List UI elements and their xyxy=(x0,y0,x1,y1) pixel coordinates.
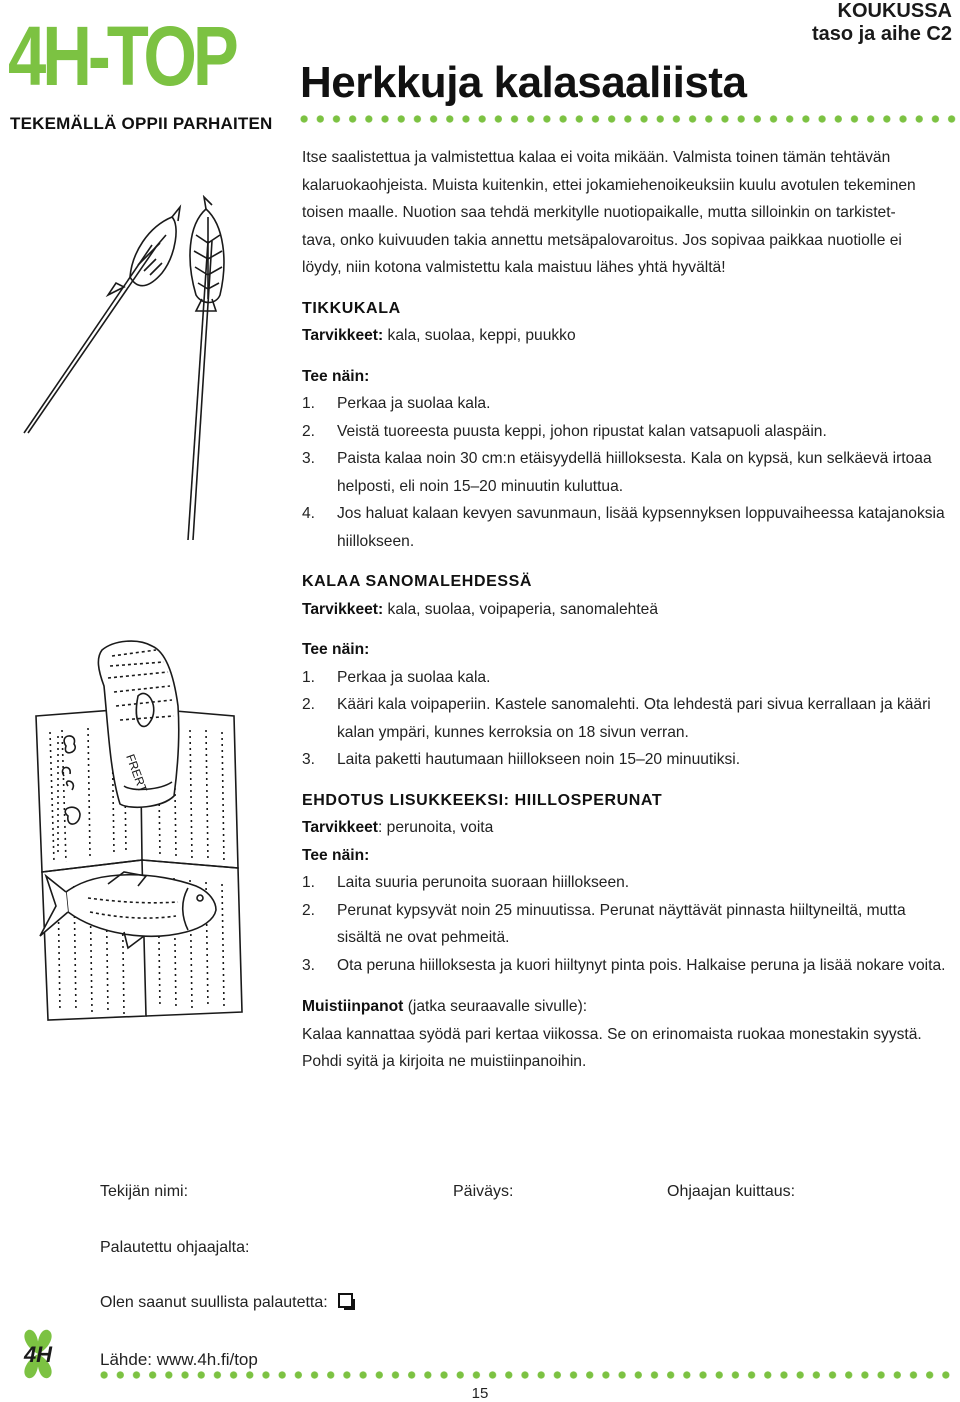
recipe-tikkukala xyxy=(302,295,952,556)
steps-label: Tee näin: xyxy=(302,641,370,658)
intro-line: kalaruokaohjeista. Muista kuitenkin, ettei jokamiehenoikeuksiin kuulu avotulen tekeminen xyxy=(302,176,916,194)
list-item xyxy=(302,390,952,418)
list-item xyxy=(302,418,952,446)
step-text: Veistä tuoreesta puusta keppi, johon ripustat kalan vatsapuoli alaspäin. xyxy=(337,422,827,440)
steps-label: Tee näin: xyxy=(302,846,370,864)
source-link: Lähde: www.4h.fi/top xyxy=(100,1350,258,1369)
step-text: Perkaa ja suolaa kala. xyxy=(337,668,491,686)
step-number: 2. xyxy=(302,901,316,919)
intro-line: tava, onko kuivuuden takia annettu metsäpalovaroitus. Jos sopivaa paikkaa nuotiolle ei xyxy=(302,231,902,249)
feedback-checkbox[interactable] xyxy=(338,1293,353,1308)
supplies-text: : perunoita, voita xyxy=(378,819,494,836)
package-lettering: FRERT xyxy=(123,752,150,795)
list-item xyxy=(302,664,952,692)
returned-field: Palautettu ohjaajalta: xyxy=(100,1239,250,1256)
notes-label-suffix: (jatka seuraavalle sivulle): xyxy=(403,998,588,1015)
step-number: 2. xyxy=(302,696,316,713)
step-text: Paista kalaa noin 30 cm:n etäisyydellä hiilloksesta. Kala on kypsä, kun selkäevä irtoaa helposti, eli noin 15–20 minuutin kuluttua. xyxy=(337,450,932,495)
step-number: 3. xyxy=(302,450,316,467)
supplies-line xyxy=(302,814,952,842)
step-number: 1. xyxy=(302,395,316,412)
step-number: 3. xyxy=(302,956,316,974)
recipe-heading: TIKKUKALA xyxy=(302,299,401,317)
steps-label: Tee näin: xyxy=(302,367,370,385)
step-text: Kääri kala voipaperiin. Kastele sanomalehti. Ota lehdestä pari sivua kerrallaan ja kääri kalan ympäri, kunnes kerroksia on 18 sivun verran. xyxy=(337,696,931,741)
feedback-label: Olen saanut suullista palautetta: xyxy=(100,1294,328,1311)
steps-list xyxy=(302,869,952,979)
step-text: Ota peruna hiilloksesta ja kuori hiiltynyt pinta pois. Halkaise peruna ja lisää nokare voita. xyxy=(337,956,946,974)
author-name-field: Tekijän nimi: xyxy=(100,1183,189,1200)
feedback-field xyxy=(100,1293,353,1312)
page-title: Herkkuja kalasaaliista xyxy=(300,58,747,107)
intro-line: Itse saalistettua ja valmistettua kalaa ei voita mikään. Valmista toinen tämän tehtävän xyxy=(302,149,891,166)
steps-list xyxy=(302,390,952,555)
notes-heading xyxy=(302,993,952,1021)
step-number: 4. xyxy=(302,505,316,522)
step-text: Laita suuria perunoita suoraan hiillokseen. xyxy=(337,874,630,891)
supplies-text: kala, suolaa, voipaperia, sanomalehteä xyxy=(383,600,659,618)
main-content xyxy=(302,144,952,1076)
intro-line: toisen maalle. Nuotion saa tehdä merkitylle nuotiopaikalle, mutta silloinkin on tarkistet- xyxy=(302,204,896,221)
notes-line: Kalaa kannattaa syödä pari kertaa viikossa. Se on erinomaista ruokaa monestakin syystä. xyxy=(302,1025,922,1043)
list-item xyxy=(302,746,952,774)
step-text: Perunat kypsyvät noin 25 minuutissa. Perunat näyttävät pinnasta hiiltyneiltä, mutta sisältä ne ovat pehmeitä. xyxy=(337,901,906,946)
list-item xyxy=(302,691,952,746)
fish-in-newspaper-illustration xyxy=(28,636,248,1022)
step-text: Laita paketti hautumaan hiillokseen noin 15–20 minuutiksi. xyxy=(337,751,741,768)
list-item xyxy=(302,869,952,897)
intro-paragraph xyxy=(302,144,952,282)
brand-logo: 4H-TOP xyxy=(8,9,235,103)
supplies-line xyxy=(302,596,952,624)
notes-section xyxy=(302,993,952,1076)
supplies-text: kala, suolaa, keppi, puukko xyxy=(383,327,576,344)
steps-list xyxy=(302,664,952,774)
page-number: 15 xyxy=(471,1385,489,1402)
supplies-label: Tarvikkeet: xyxy=(302,600,384,618)
brand-tagline: TEKEMÄLLÄ OPPII PARHAITEN xyxy=(10,114,273,133)
step-number: 2. xyxy=(302,422,316,440)
footer-dotted-rule xyxy=(96,1370,956,1380)
logo-lettering: 4H xyxy=(23,1342,53,1367)
step-text: Perkaa ja suolaa kala. xyxy=(337,395,491,412)
instructor-signature-field: Ohjaajan kuittaus: xyxy=(667,1183,796,1200)
section-label-line1: KOUKUSSA xyxy=(837,0,952,22)
recipe-heading: EHDOTUS LISUKKEEKSI: HIILLOSPERUNAT xyxy=(302,791,663,809)
notes-label: Muistiinpanot xyxy=(302,998,404,1015)
intro-line: löydy, niin kotona valmistettu kala maistuu lähes yhtä hyvältä! xyxy=(302,259,726,276)
section-label-line2: taso ja aihe C2 xyxy=(811,23,952,45)
recipe-hiillosperunat xyxy=(302,787,952,980)
step-number: 3. xyxy=(302,751,316,768)
recipe-kalaa-sanomalehdessa xyxy=(302,568,952,774)
step-text: Jos haluat kalaan kevyen savunmaun, lisää kypsennyksen loppuvaiheessa katajanoksia hiillokseen. xyxy=(337,505,945,550)
recipe-heading: KALAA SANOMALEHDESSÄ xyxy=(302,573,533,590)
fish-on-sticks-illustration xyxy=(20,195,230,550)
section-label xyxy=(812,0,952,46)
4h-clover-logo xyxy=(6,1326,70,1382)
date-field: Päiväys: xyxy=(453,1183,514,1200)
list-item xyxy=(302,445,952,500)
header-dotted-rule xyxy=(296,114,956,124)
notes-line: Pohdi syitä ja kirjoita ne muistiinpanoihin. xyxy=(302,1053,587,1070)
step-number: 1. xyxy=(302,668,316,686)
step-number: 1. xyxy=(302,874,316,891)
supplies-label: Tarvikkeet xyxy=(302,819,378,836)
list-item xyxy=(302,952,952,980)
supplies-line xyxy=(302,322,952,350)
supplies-label: Tarvikkeet: xyxy=(302,327,384,344)
list-item xyxy=(302,897,952,952)
list-item xyxy=(302,500,952,555)
